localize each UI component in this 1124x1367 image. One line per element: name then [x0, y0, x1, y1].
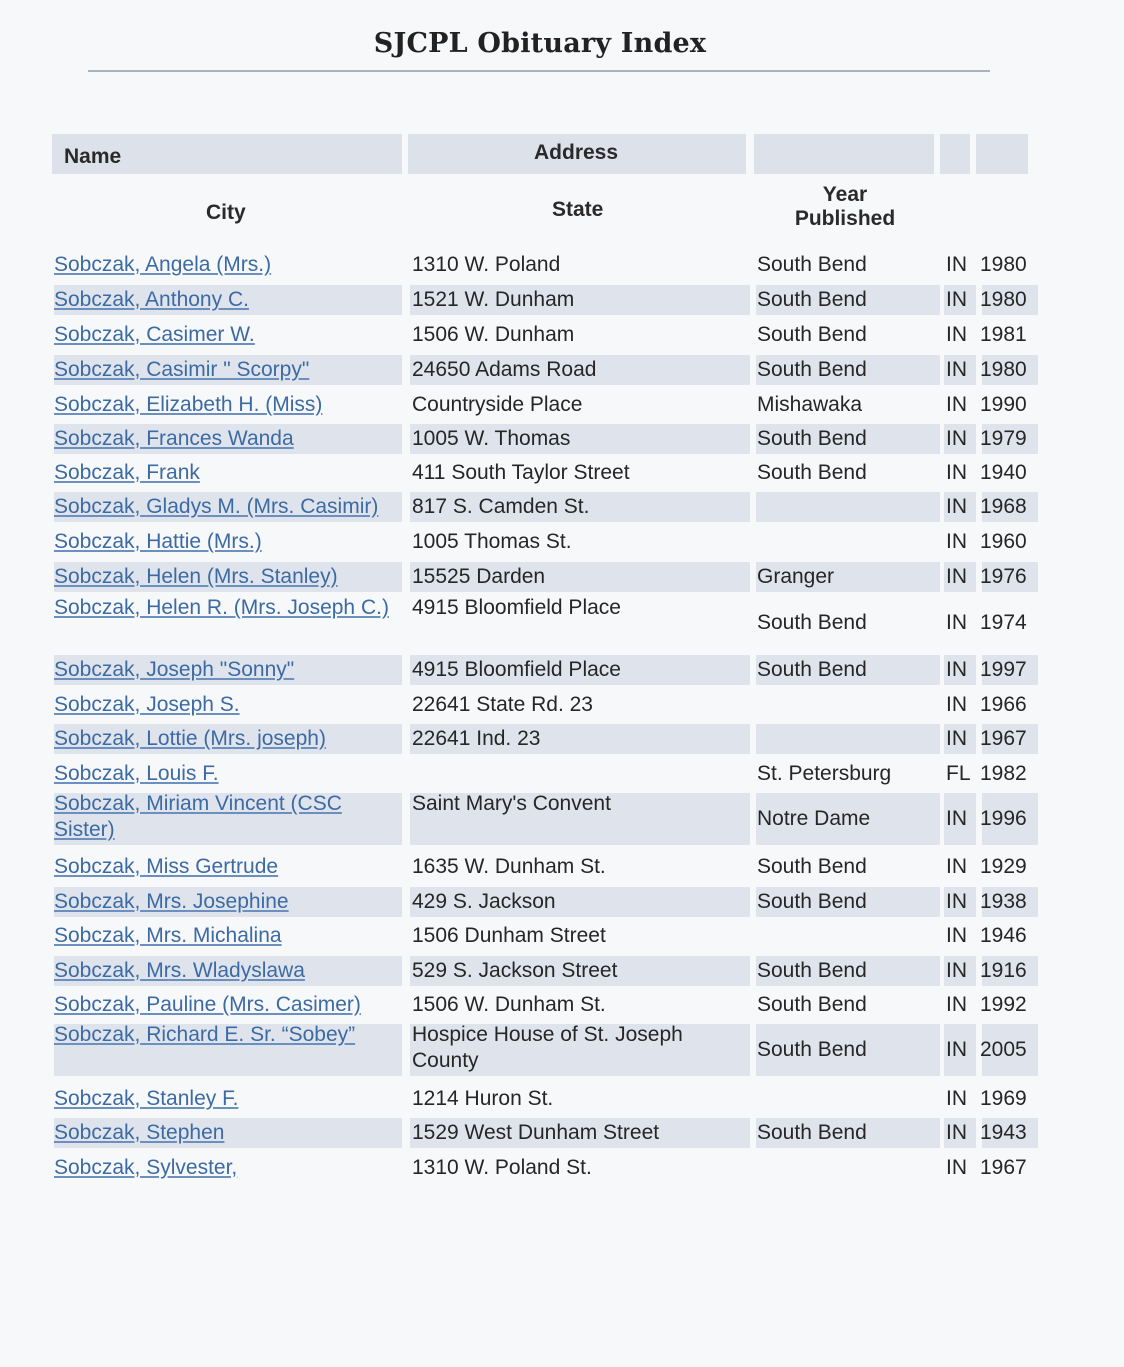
year-published-cell: 1974 [980, 611, 1027, 634]
year-published-cell: 1990 [980, 393, 1027, 416]
state-cell: IN [946, 461, 967, 484]
table-row [54, 1024, 1034, 1076]
address-cell: 817 S. Camden St. [412, 495, 590, 518]
state-cell: IN [946, 1156, 967, 1179]
state-cell: IN [946, 924, 967, 947]
obituary-name-link[interactable]: Sobczak, Anthony C. [54, 288, 249, 311]
row-band [756, 724, 940, 754]
city-cell: Notre Dame [757, 807, 871, 830]
address-cell: 1506 Dunham Street [412, 924, 606, 947]
year-published-cell: 1938 [980, 890, 1027, 913]
header-state: State [552, 198, 604, 221]
header-address: Address [534, 141, 619, 164]
year-published-cell: 1946 [980, 924, 1027, 947]
city-cell: Mishawaka [757, 393, 863, 416]
header-band-city [754, 134, 934, 174]
address-cell: 4915 Bloomfield Place [412, 658, 621, 681]
address-cell: 1310 W. Poland [412, 253, 561, 276]
year-published-cell: 1982 [980, 762, 1027, 785]
address-cell: 1635 W. Dunham St. [412, 855, 606, 878]
address-cell: 411 South Taylor Street [412, 461, 630, 484]
obituary-name-link[interactable]: Sobczak, Mrs. Josephine [54, 890, 289, 913]
year-published-cell: 1980 [980, 358, 1027, 381]
city-cell: South Bend [757, 890, 867, 913]
year-published-cell: 1996 [980, 807, 1027, 830]
table-row [54, 887, 1034, 917]
state-cell: IN [946, 495, 967, 518]
table-row [54, 956, 1034, 986]
year-published-cell: 1976 [980, 565, 1027, 588]
state-cell: IN [946, 727, 967, 750]
address-cell: 15525 Darden [412, 565, 546, 588]
year-published-cell: 1967 [980, 1156, 1027, 1179]
year-published-cell: 1980 [980, 253, 1027, 276]
obituary-name-link[interactable]: Sobczak, Frances Wanda [54, 427, 294, 450]
table-row [54, 492, 1034, 522]
header-year-line2: Published [794, 207, 896, 230]
state-cell: IN [946, 1087, 967, 1110]
state-cell: IN [946, 890, 967, 913]
table-row [54, 390, 1034, 420]
city-cell: South Bend [757, 993, 867, 1016]
header-name: Name [64, 145, 122, 168]
address-cell: 1005 Thomas St. [412, 530, 572, 553]
state-cell: IN [946, 323, 967, 346]
year-published-cell: 1943 [980, 1121, 1027, 1144]
address-cell: 22641 Ind. 23 [412, 727, 541, 750]
header-year-line1: Year [822, 183, 868, 206]
state-cell: IN [946, 807, 967, 830]
year-published-cell: 2005 [980, 1038, 1027, 1061]
city-cell: South Bend [757, 1121, 867, 1144]
obituary-name-link[interactable]: Sobczak, Helen (Mrs. Stanley) [54, 565, 338, 588]
state-cell: IN [946, 993, 967, 1016]
obituary-name-link[interactable]: Sobczak, Sylvester, [54, 1156, 238, 1179]
obituary-name-link[interactable]: Sobczak, Richard E. Sr. “Sobey” [54, 1023, 356, 1046]
obituary-name-link[interactable]: Sobczak, Pauline (Mrs. Casimer) [54, 993, 361, 1016]
table-row [54, 759, 1034, 789]
obituary-name-link[interactable]: Sobczak, Angela (Mrs.) [54, 253, 272, 276]
obituary-name-link[interactable]: Sobczak, Louis F. [54, 762, 219, 785]
city-cell: South Bend [757, 959, 867, 982]
obituary-name-link[interactable]: Sobczak, Frank [54, 461, 200, 484]
address-cell: 24650 Adams Road [412, 358, 597, 381]
city-cell: South Bend [757, 658, 867, 681]
table-row [54, 597, 1034, 649]
state-cell: IN [946, 288, 967, 311]
city-cell: South Bend [757, 461, 867, 484]
state-cell: IN [946, 427, 967, 450]
table-row [54, 990, 1034, 1020]
row-band [756, 492, 940, 522]
table-row [54, 458, 1034, 488]
year-published-cell: 1981 [980, 323, 1027, 346]
state-cell: IN [946, 959, 967, 982]
state-cell: IN [946, 358, 967, 381]
table-row [54, 921, 1034, 951]
year-published-cell: 1969 [980, 1087, 1027, 1110]
table-row [54, 852, 1034, 882]
table-row [54, 724, 1034, 754]
city-cell: South Bend [757, 1038, 867, 1061]
table-row [54, 793, 1034, 845]
address-cell: 22641 State Rd. 23 [412, 693, 593, 716]
year-published-cell: 1979 [980, 427, 1027, 450]
city-cell: South Bend [757, 611, 867, 634]
address-cell: 1529 West Dunham Street [412, 1121, 660, 1144]
obituary-name-link[interactable]: Sobczak, Mrs. Michalina [54, 924, 282, 947]
table-row [54, 1153, 1034, 1183]
table-row [54, 355, 1034, 385]
state-cell: IN [946, 565, 967, 588]
table-row [54, 562, 1034, 592]
state-cell: IN [946, 1121, 967, 1144]
state-cell: FL [946, 762, 971, 785]
address-cell: Saint Mary's Convent [412, 792, 611, 815]
obituary-name-link[interactable]: Sobczak, Miriam Vincent (CSC Sister) [54, 792, 342, 841]
year-published-cell: 1966 [980, 693, 1027, 716]
table-row [54, 527, 1034, 557]
city-cell: St. Petersburg [757, 762, 892, 785]
year-published-cell: 1940 [980, 461, 1027, 484]
state-cell: IN [946, 530, 967, 553]
year-published-cell: 1916 [980, 959, 1027, 982]
address-cell: Countryside Place [412, 393, 583, 416]
table-row [54, 690, 1034, 720]
city-cell: South Bend [757, 323, 867, 346]
city-cell: South Bend [757, 855, 867, 878]
table-row [54, 424, 1034, 454]
city-cell: Granger [757, 565, 835, 588]
year-published-cell: 1967 [980, 727, 1027, 750]
address-cell: 1521 W. Dunham [412, 288, 575, 311]
header-year-published [780, 183, 910, 231]
address-cell: 1506 W. Dunham [412, 323, 575, 346]
year-published-cell: 1992 [980, 993, 1027, 1016]
state-cell: IN [946, 611, 967, 634]
address-cell: 4915 Bloomfield Place [412, 596, 621, 619]
obituary-name-link[interactable]: Sobczak, Lottie (Mrs. joseph) [54, 727, 326, 750]
year-published-cell: 1980 [980, 288, 1027, 311]
city-cell: South Bend [757, 358, 867, 381]
obituary-name-link[interactable]: Sobczak, Stanley F. [54, 1087, 239, 1110]
obituary-name-link[interactable]: Sobczak, Stephen [54, 1121, 225, 1144]
obituary-name-link[interactable]: Sobczak, Helen R. (Mrs. Joseph C.) [54, 596, 389, 619]
year-published-cell: 1960 [980, 530, 1027, 553]
table-row [54, 1084, 1034, 1114]
header-city: City [206, 201, 246, 224]
table-row [54, 320, 1034, 350]
state-cell: IN [946, 1038, 967, 1061]
header-band-state [940, 134, 970, 174]
address-cell: Hospice House of St. Joseph County [412, 1023, 683, 1072]
obituary-name-link[interactable]: Sobczak, Hattie (Mrs.) [54, 530, 262, 553]
state-cell: IN [946, 393, 967, 416]
state-cell: IN [946, 693, 967, 716]
address-cell: 1005 W. Thomas [412, 427, 571, 450]
address-cell: 529 S. Jackson Street [412, 959, 618, 982]
obituary-name-link[interactable]: Sobczak, Joseph "Sonny" [54, 658, 295, 681]
table-row [54, 250, 1034, 280]
page-title: SJCPL Obituary Index [373, 28, 707, 59]
address-cell: 1310 W. Poland St. [412, 1156, 592, 1179]
city-cell: South Bend [757, 288, 867, 311]
city-cell: South Bend [757, 427, 867, 450]
state-cell: IN [946, 253, 967, 276]
header-band-year [976, 134, 1028, 174]
obituary-name-link[interactable]: Sobczak, Elizabeth H. (Miss) [54, 393, 323, 416]
table-row [54, 1118, 1034, 1148]
year-published-cell: 1997 [980, 658, 1027, 681]
obituary-name-link[interactable]: Sobczak, Casimir " Scorpy" [54, 358, 310, 381]
address-cell: 1506 W. Dunham St. [412, 993, 606, 1016]
obituary-name-link[interactable]: Sobczak, Miss Gertrude [54, 855, 279, 878]
title-rule [88, 70, 990, 72]
year-published-cell: 1929 [980, 855, 1027, 878]
year-published-cell: 1968 [980, 495, 1027, 518]
address-cell: 1214 Huron St. [412, 1087, 554, 1110]
obituary-name-link[interactable]: Sobczak, Mrs. Wladyslawa [54, 959, 305, 982]
obituary-name-link[interactable]: Sobczak, Gladys M. (Mrs. Casimir) [54, 495, 379, 518]
table-row [54, 285, 1034, 315]
table-row [54, 655, 1034, 685]
obituary-name-link[interactable]: Sobczak, Casimer W. [54, 323, 255, 346]
city-cell: South Bend [757, 253, 867, 276]
address-cell: 429 S. Jackson [412, 890, 556, 913]
obituary-name-link[interactable]: Sobczak, Joseph S. [54, 693, 240, 716]
state-cell: IN [946, 855, 967, 878]
state-cell: IN [946, 658, 967, 681]
